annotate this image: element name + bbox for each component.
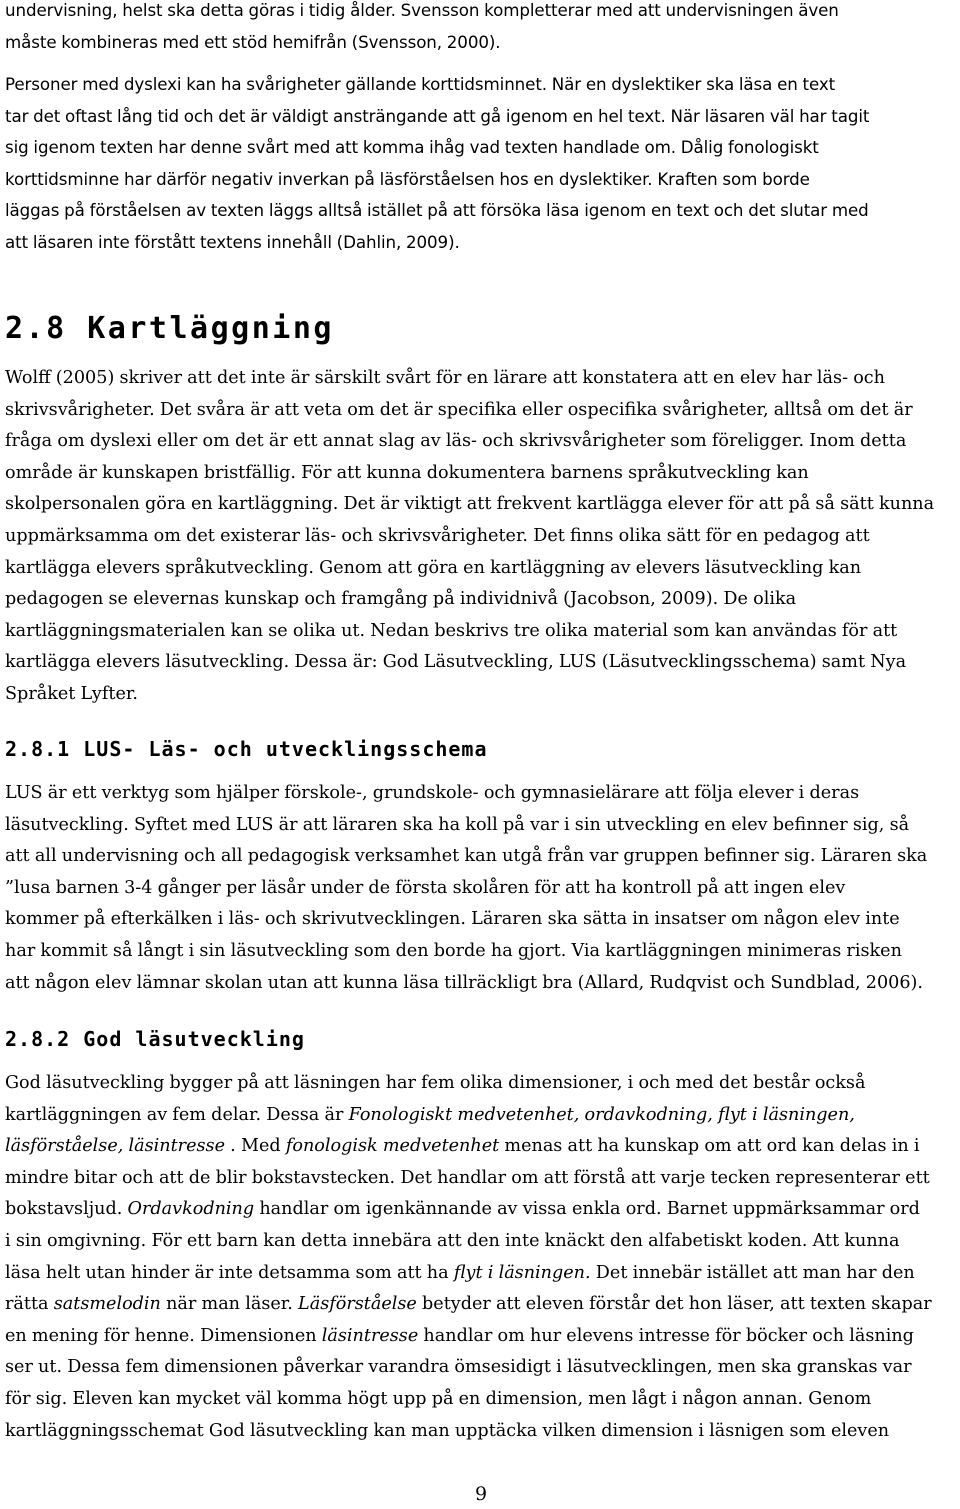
document-page	[5, 0, 955, 1509]
text-line: LUS är ett verktyg som hjälper förskole-, grundskole- och gymnasielärare att följa elever i deras	[5, 783, 860, 803]
text-line: att all undervisning och all pedagogisk verksamhet kan utgå från var gruppen befinner sig. Läraren ska	[5, 846, 928, 867]
text-line: område är kunskapen bristfällig. För att kunna dokumentera barnens språkutveckling kan	[5, 462, 809, 483]
text-line: korttidsminne har därför negativ inverkan på läsförståelsen hos en dyslektiker. Kraften som borde	[5, 168, 810, 189]
text-line: läsutveckling. Syftet med LUS är att läraren ska ha koll på var i sin utveckling en elev befinner sig, så	[5, 814, 910, 835]
text-line: kartläggningsschemat God läsutveckling kan man upptäcka vilken dimension i läsnigen som eleven	[5, 1420, 890, 1441]
text-line	[5, 1321, 955, 1353]
paragraph-god-lasutveckling	[5, 1068, 955, 1447]
page-number: 9	[475, 1483, 488, 1505]
text-line	[5, 1194, 955, 1226]
text-line: fråga om dyslexi eller om det är ett annat slag av läs- och skrivsvårigheter som föreligger. Inom detta	[5, 431, 907, 452]
text-line: kartlägga elevers läsutveckling. Dessa är: God Läsutveckling, LUS (Läsutvecklingsschema) samt Nya	[5, 652, 907, 673]
text-run: rätta	[5, 1294, 54, 1315]
text-run: handlar om igenkännande av vissa enkla ord. Barnet uppmärksammar ord	[254, 1199, 920, 1220]
subsection-heading-lus: 2.8.1 LUS- Läs- och utvecklingsschema	[5, 737, 488, 761]
italic-term: läsintresse	[321, 1325, 419, 1346]
italic-term: Läsförståelse	[298, 1294, 417, 1315]
italic-term: satsmelodin	[53, 1294, 161, 1315]
text-line: undervisning, helst ska detta göras i tidig ålder. Svensson kompletterar med att undervisningen även	[5, 0, 839, 20]
section-heading-kartlaggning: 2.8 Kartläggning	[5, 311, 334, 346]
text-line: Språket Lyfter.	[5, 683, 138, 704]
text-line: ”lusa barnen 3-4 gånger per läsår under de första skolåren för att ha kontroll på att ingen elev	[5, 877, 846, 898]
text-run: handlar om hur elevens intresse för böcker och läsning	[418, 1325, 914, 1346]
text-line: kommer på efterkälken i läs- och skrivutvecklingen. Läraren ska sätta in insatser om någon elev inte	[5, 909, 900, 930]
italic-term: läsförståelse, läsintresse	[5, 1136, 225, 1157]
text-run: läsa helt utan hinder är inte detsamma som att ha	[5, 1262, 454, 1283]
text-line: sig igenom texten har denne svårt med att komma ihåg vad texten handlade om. Dålig fonologiskt	[5, 137, 819, 158]
text-line: för sig. Eleven kan mycket väl komma högt upp på en dimension, men lågt i någon annan. Genom	[5, 1388, 872, 1409]
text-line: skrivsvårigheter. Det svåra är att veta om det är specifika eller ospecifika svårigheter, alltså om det är	[5, 399, 913, 420]
text-line: God läsutveckling bygger på att läsningen har fem olika dimensioner, i och med det består också	[5, 1073, 866, 1093]
paragraph-kartlaggning	[5, 363, 955, 711]
text-run: betyder att eleven förstår det hon läser, att texten skapar	[416, 1294, 932, 1315]
paragraph-lus	[5, 778, 955, 999]
italic-term: Ordavkodning	[127, 1199, 255, 1220]
text-line: skolpersonalen göra en kartläggning. Det är viktigt att frekvent kartlägga elever för att på så sätt kunna	[5, 494, 935, 515]
text-line: ser ut. Dessa fem dimensionen påverkar varandra ömsesidigt i läsutvecklingen, men ska granskas var	[5, 1357, 912, 1378]
text-run: . Med	[224, 1136, 286, 1157]
text-line	[5, 1100, 955, 1132]
text-line: pedagogen se elevernas kunskap och framgång på individnivå (Jacobson, 2009). De olika	[5, 589, 797, 610]
text-run: Det innebär istället att man har den	[590, 1262, 915, 1283]
text-line: måste kombineras med ett stöd hemifrån (Svensson, 2000).	[5, 31, 501, 52]
text-line: att någon elev lämnar skolan utan att kunna läsa tillräckligt bra (Allard, Rudqvist och Sundblad, 2006).	[5, 972, 923, 993]
text-line: tar det oftast lång tid och det är väldigt ansträngande att gå igenom en hel text. När läsaren väl har tagit	[5, 105, 870, 126]
italic-term: Fonologiskt medvetenhet, ordavkodning, flyt i läsningen,	[348, 1104, 855, 1125]
text-line: mindre bitar och att de blir bokstavstecken. Det handlar om att förstå att varje tecken representerar ett	[5, 1167, 930, 1188]
text-line: uppmärksamma om det existerar läs- och skrivsvårigheter. Det finns olika sätt för en pedagog att	[5, 525, 870, 546]
text-line: att läsaren inte förstått textens innehåll (Dahlin, 2009).	[5, 231, 460, 252]
text-line: har kommit så långt i sin läsutveckling som den borde ha gjort. Via kartläggningen minimeras risken	[5, 940, 902, 961]
subsection-heading-god-lasutveckling: 2.8.2 God läsutveckling	[5, 1027, 305, 1051]
italic-term: flyt i läsningen.	[453, 1262, 591, 1283]
text-run: bokstavsljud.	[5, 1199, 128, 1220]
text-line: Wolff (2005) skriver att det inte är särskilt svårt för en lärare att konstatera att en elev har läs- och	[5, 368, 885, 388]
text-line	[5, 1258, 955, 1290]
italic-term: fonologisk medvetenhet	[285, 1136, 500, 1157]
text-line: Personer med dyslexi kan ha svårigheter gällande korttidsminnet. När en dyslektiker ska läsa en text	[5, 74, 836, 94]
text-line: kartläggningsmaterialen kan se olika ut. Nedan beskrivs tre olika material som kan användas för att	[5, 620, 898, 641]
text-line	[5, 1289, 955, 1321]
text-run: menas att ha kunskap om att ord kan delas in i	[499, 1136, 920, 1157]
paragraph-short-term-memory	[5, 69, 955, 259]
text-line: kartlägga elevers språkutveckling. Genom att göra en kartläggning av elevers läsutveckling kan	[5, 557, 862, 578]
text-run: när man läser.	[160, 1294, 299, 1315]
text-run: kartläggningen av fem delar. Dessa är	[5, 1104, 349, 1125]
text-run: en mening för henne. Dimensionen	[5, 1325, 322, 1346]
text-line	[5, 1131, 955, 1163]
text-line: i sin omgivning. För ett barn kan detta innebära att den inte knäckt den alfabetiskt koden. Att kunna	[5, 1230, 900, 1251]
text-line: läggas på förståelsen av texten läggs alltså istället på att försöka läsa igenom en text och det slutar med	[5, 200, 869, 221]
paragraph-dyslexia-teaching	[5, 0, 955, 58]
